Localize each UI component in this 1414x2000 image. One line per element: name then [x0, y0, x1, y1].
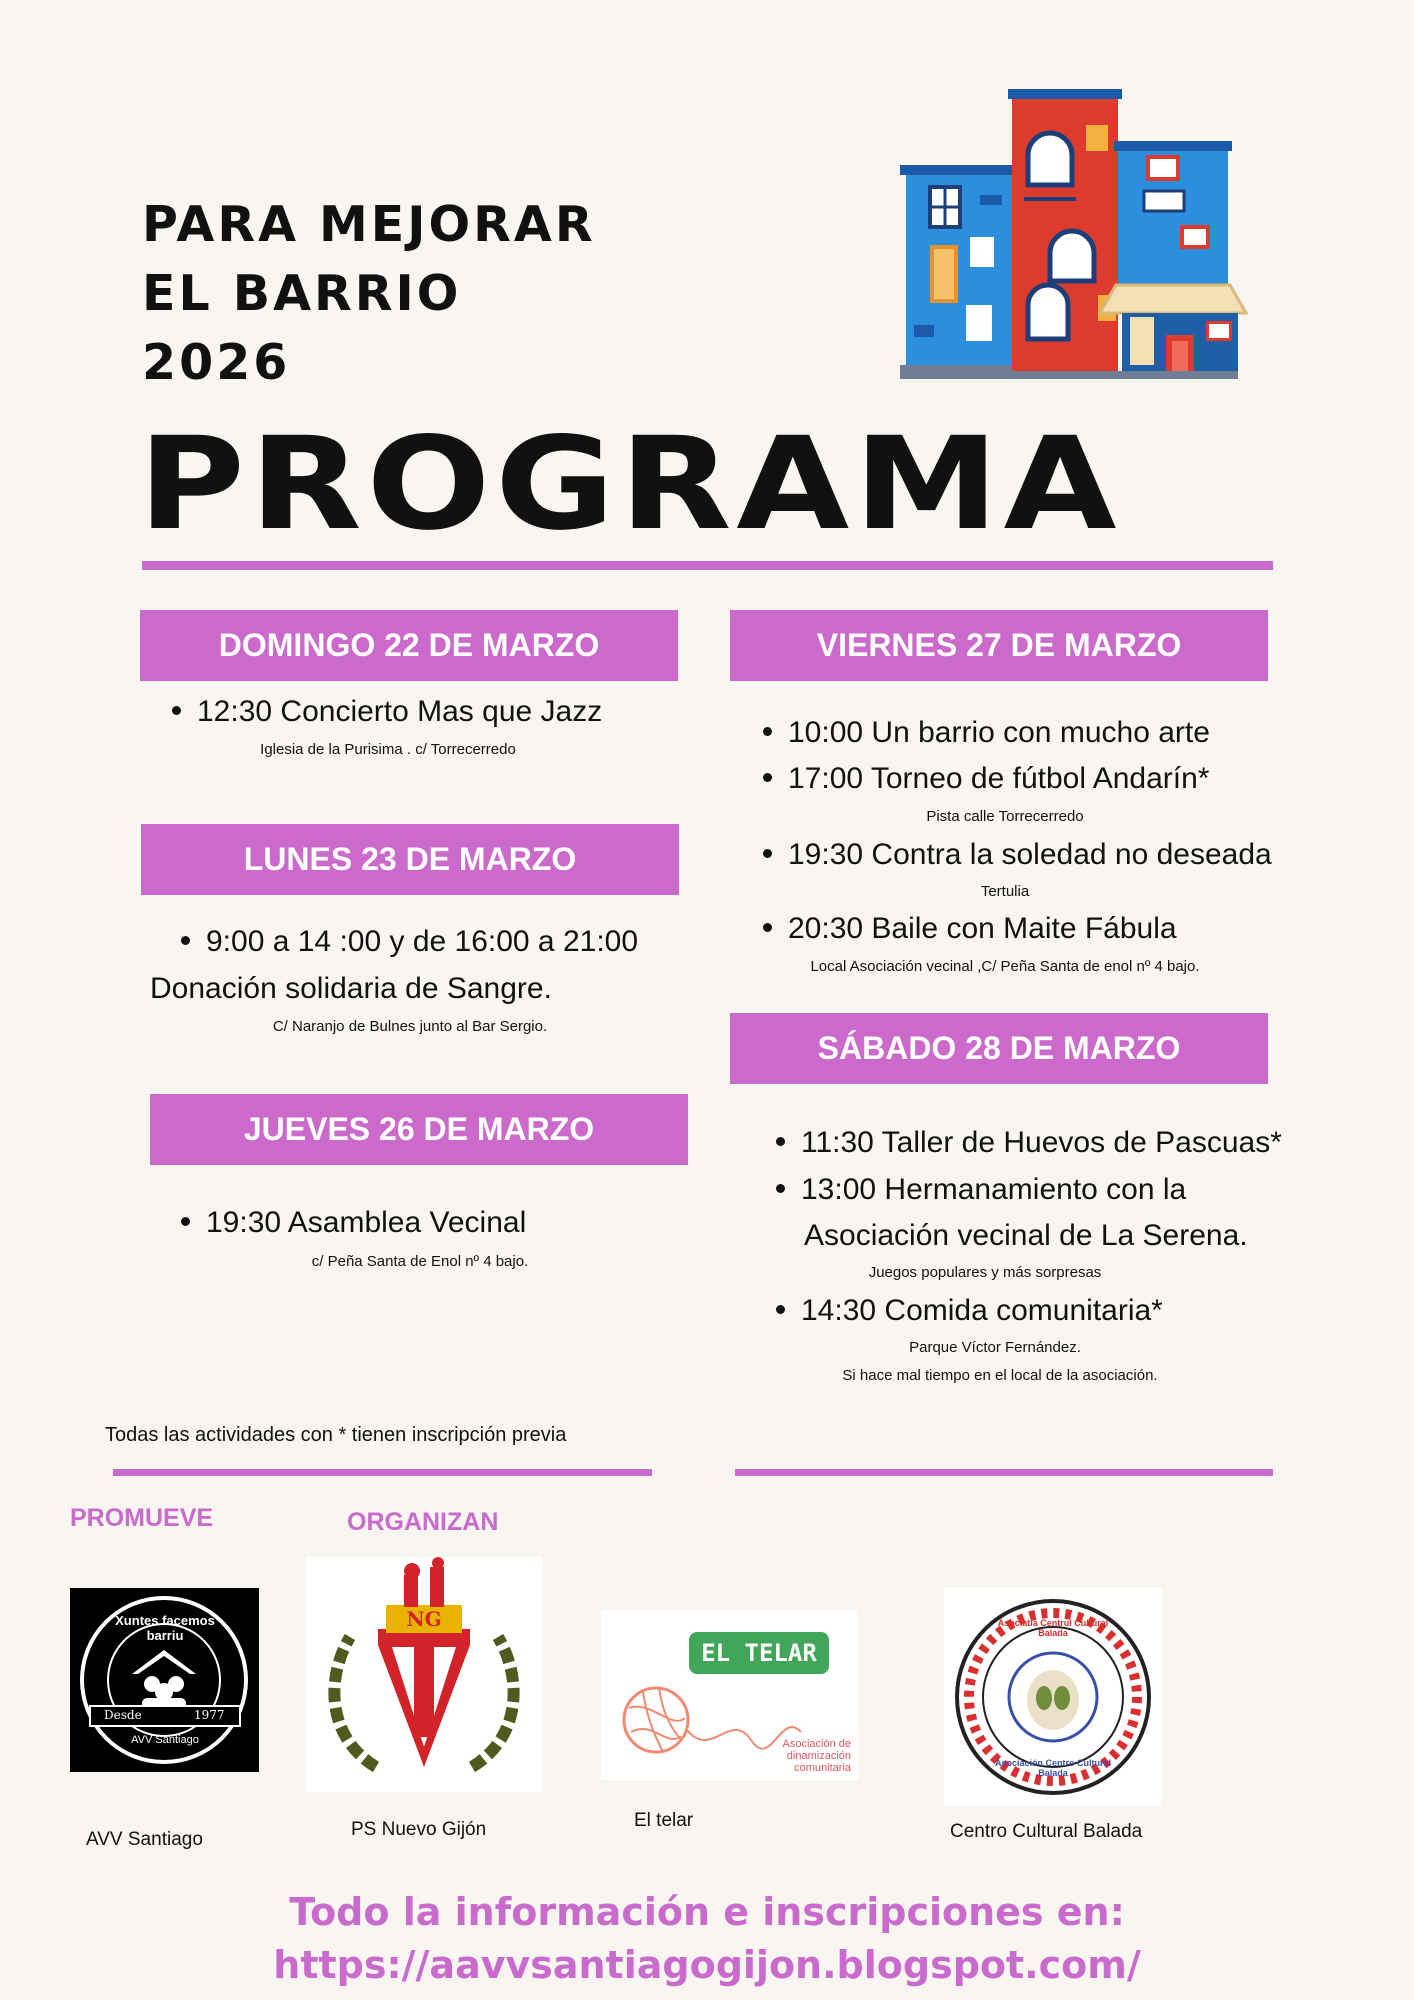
logo-caption: Centro Cultural Balada	[950, 1821, 1143, 1842]
divider-right	[735, 1469, 1273, 1476]
event-text-cont: Asociación vecinal de La Serena.	[804, 1219, 1248, 1252]
balada-ring-text: Asociatia Centrul Cultural Balada	[997, 1618, 1109, 1638]
event-text: 13:00 Hermanamiento con la	[801, 1173, 1187, 1206]
ps-badge-text: NG	[406, 1607, 442, 1631]
event-text: 20:30 Baile con Maite Fábula	[788, 912, 1177, 945]
event-item	[763, 716, 1210, 750]
day-banner-jueves: JUEVES 26 DE MARZO	[150, 1094, 688, 1165]
bullet-icon	[181, 936, 190, 945]
page-title: PROGRAMA	[138, 410, 1122, 559]
event-item	[763, 838, 1272, 872]
avv-year: 1977	[194, 1708, 225, 1722]
day-banner-domingo: DOMINGO 22 DE MARZO	[140, 610, 678, 681]
event-note: Local Asociación vecinal ,C/ Peña Santa de enol nº 4 bajo.	[810, 958, 1200, 975]
event-item	[763, 912, 1177, 946]
ps-nuevo-gijon-logo	[306, 1557, 542, 1792]
event-text: 17:00 Torneo de fútbol Andarín*	[788, 762, 1210, 795]
event-item	[181, 925, 638, 959]
event-text: 11:30 Taller de Huevos de Pascuas*	[801, 1126, 1282, 1159]
avv-ring-text: Xuntes facemos barriu	[115, 1613, 215, 1643]
event-item	[181, 1206, 526, 1240]
event-item	[172, 695, 602, 729]
balada-ring-text-2: Asociación Centro Cultural Balada	[994, 1758, 1111, 1778]
ps-nuevo-gijon-logo-graphic	[306, 1557, 542, 1792]
subtitle	[142, 190, 596, 397]
event-note: Pista calle Torrecerredo	[926, 808, 1084, 825]
bullet-icon	[763, 923, 772, 932]
bullet-icon	[763, 727, 772, 736]
registration-note: Todas las actividades con * tienen inscripción previa	[105, 1424, 567, 1446]
avv-year-from: Desde	[104, 1708, 142, 1722]
logo-caption: El telar	[634, 1810, 694, 1831]
event-text: 12:30 Concierto Mas que Jazz	[197, 695, 603, 728]
event-text: 9:00 a 14 :00 y de 16:00 a 21:00	[206, 925, 639, 958]
footer-url-link[interactable]: https://aavvsantiagogijon.blogspot.com/	[273, 1943, 1141, 1987]
day-banner-viernes: VIERNES 27 DE MARZO	[730, 610, 1268, 681]
bullet-icon	[776, 1137, 785, 1146]
subtitle-line: PARA MEJORAR	[142, 196, 596, 253]
bullet-icon	[763, 849, 772, 858]
event-item	[763, 762, 1209, 796]
title-divider	[142, 561, 1273, 570]
event-text: 19:30 Asamblea Vecinal	[206, 1206, 527, 1239]
event-note: Si hace mal tiempo en el local de la asociación.	[842, 1367, 1158, 1384]
event-text-cont: Donación solidaria de Sangre.	[150, 972, 552, 1005]
promueve-label: PROMUEVE	[70, 1504, 214, 1532]
event-text: 10:00 Un barrio con mucho arte	[788, 716, 1210, 749]
day-banner-sabado: SÁBADO 28 DE MARZO	[730, 1013, 1268, 1084]
bullet-icon	[776, 1305, 785, 1314]
logo-caption: AVV Santiago	[86, 1829, 203, 1850]
bullet-icon	[172, 706, 181, 715]
event-note: c/ Peña Santa de Enol nº 4 bajo.	[311, 1253, 529, 1270]
event-note: Parque Víctor Fernández.	[909, 1339, 1081, 1356]
el-telar-badge: EL TELAR	[689, 1632, 829, 1674]
footer-info: Todo la información e inscripciones en:	[289, 1890, 1125, 1934]
avv-santiago-logo	[70, 1588, 259, 1772]
divider-left	[113, 1469, 652, 1476]
event-note: Juegos populares y más sorpresas	[868, 1264, 1102, 1281]
event-note: C/ Naranjo de Bulnes junto al Bar Sergio.	[272, 1018, 548, 1035]
el-telar-sub: Asociación de dinamización comunitaria	[782, 1738, 851, 1774]
event-text: 14:30 Comida comunitaria*	[801, 1294, 1163, 1327]
bullet-icon	[181, 1217, 190, 1226]
avv-sub: AVV Santiago	[131, 1734, 199, 1746]
el-telar-logo	[601, 1610, 858, 1780]
event-note: Iglesia de la Purisima . c/ Torrecerredo	[260, 741, 516, 758]
event-item	[776, 1126, 1282, 1160]
event-text: 19:30 Contra la soledad no deseada	[788, 838, 1272, 871]
event-item	[776, 1173, 1186, 1207]
logo-caption: PS Nuevo Gijón	[351, 1819, 487, 1840]
event-note: Tertulia	[980, 883, 1030, 900]
centro-cultural-balada-logo	[944, 1588, 1162, 1806]
subtitle-line: EL BARRIO	[142, 265, 462, 322]
day-banner-lunes: LUNES 23 DE MARZO	[141, 824, 679, 895]
houses-illustration	[900, 85, 1270, 385]
event-item	[776, 1294, 1163, 1328]
organizan-label: ORGANIZAN	[347, 1508, 499, 1536]
subtitle-line: 2026	[142, 334, 291, 391]
bullet-icon	[776, 1184, 785, 1193]
bullet-icon	[763, 773, 772, 782]
